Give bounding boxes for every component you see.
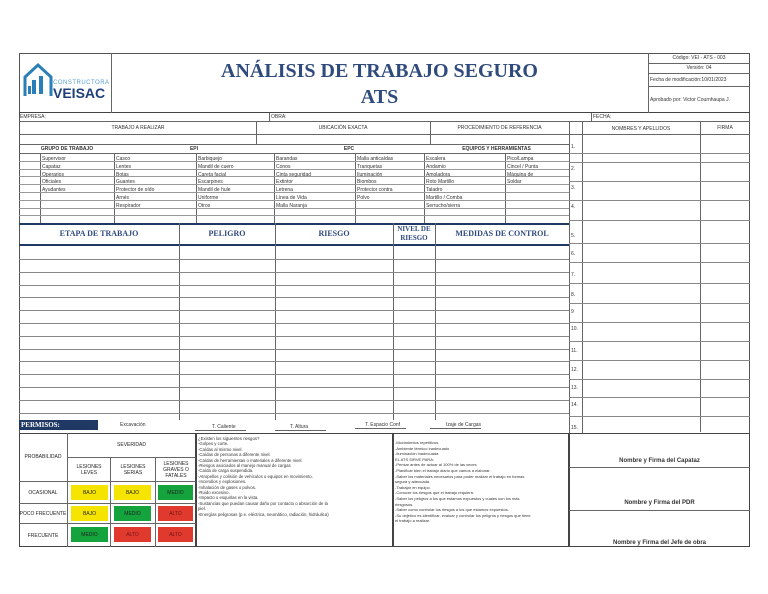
logo-name: VEISAC	[53, 85, 106, 101]
equipos-header: EQUIPOS Y HERRAMIENTAS	[462, 146, 531, 152]
nivel-cell: BAJO	[71, 485, 108, 500]
number: 12.	[571, 367, 578, 373]
logo-subtitle: CONSTRUCTORA	[53, 80, 110, 86]
grid-line	[19, 413, 569, 414]
doc-approved: Aprobado por: Victor Cournhaupa J.	[650, 97, 730, 103]
nivel-cell: MEDIO	[158, 485, 193, 500]
doc-modified: Fecha de modificación:10/01/2023	[650, 77, 727, 83]
grid-line	[569, 220, 750, 221]
grid-line	[19, 336, 569, 337]
lesiones-serias: LESIONES SERIAS	[120, 463, 146, 476]
grid-line	[569, 360, 750, 361]
firma-pdr[interactable]: Nombre y Firma del PDR	[624, 500, 695, 506]
riesgos-list: ¿Existen los siguientes riesgos? -Golpes y corte. -Caídas al mismo nivel. -Caídas de personas a diferente nivel. -Caídas de herramientas o materiales a diferente nivel. -Riesgos asociados al manejo manual de cargas -Caída de carga suspendida. -Atropellos y colisión de vehículos o equipos en movimiento. -Incendios y explosiones. -Inhalación de gases o polvos. -Ruido excesivo. -Impacto o esquirlas en la vista. -Sustancias que puedan causar daño por contacto o absorción de la piel. -Energías peligrosas (p.e. eléctrica, neumático, radiación, hidráulica)	[198, 436, 329, 517]
grid-line	[19, 349, 569, 350]
number: 9	[571, 309, 574, 315]
number: 5.	[571, 233, 576, 239]
prob-frecuente: FRECUENTE	[27, 532, 59, 539]
epi-col1: Casco Lentes Botas Guantes Protector de oído Arnés Respirador	[116, 156, 155, 209]
epc-col2: Malla anticaídas Tranquetas Iluminación Biombos Protector contra Polvo	[357, 156, 394, 201]
etapa-header-line-bottom	[19, 244, 569, 246]
nivel-cell: ALTO	[114, 527, 151, 542]
number: 15.	[571, 425, 578, 431]
lesiones-leves: LESIONES LEVES	[76, 463, 102, 476]
page-subtitle: ATS	[360, 86, 399, 108]
severidad-label: SEVERIDAD	[117, 442, 146, 448]
number: 2.	[571, 166, 576, 172]
nivel-cell: BAJO	[71, 506, 108, 521]
grid-line	[569, 262, 750, 263]
grid-line	[569, 379, 750, 380]
grid-line	[19, 285, 569, 286]
medidas-header: MEDIDAS DE CONTROL	[455, 229, 549, 238]
grid-line	[569, 162, 750, 163]
equipos-col1: Escalera Andamio Amoladora Roto Martillo Taladro Martillo / Comba Serrucho/sierra	[426, 156, 463, 209]
grid-line	[569, 153, 750, 154]
permiso-altura[interactable]: T. Altura	[290, 424, 309, 430]
nivel-cell: MEDIO	[71, 527, 108, 542]
permiso-izaje[interactable]: Izaje de Cargas	[446, 422, 482, 428]
nivel-cell: BAJO	[114, 485, 151, 500]
grid-line	[569, 200, 750, 201]
prob-ocasional: OCASIONAL	[28, 489, 58, 496]
obra-label: OBRA:	[271, 114, 287, 120]
epc-col1: Barandas Conos Cinta seguridad Extintor Letrena Línea de Vida Malla Naranja	[276, 156, 312, 209]
doc-code: Código: VEI - ATS - 003	[672, 55, 726, 61]
grid-line	[19, 215, 569, 216]
doc-version: Versión: 04	[686, 65, 712, 71]
riesgo-header: RIESGO	[318, 229, 350, 238]
grid-line	[19, 400, 569, 401]
list-item: Ayudantes	[42, 187, 66, 194]
etapa-header: ETAPA DE TRABAJO	[59, 229, 139, 238]
procedimiento-label: PROCEDIMIENTO DE REFERENCIA	[457, 125, 542, 131]
number: 10.	[571, 326, 578, 332]
grid-line	[569, 397, 750, 398]
nivel-cell: ALTO	[158, 506, 193, 521]
fecha-label: FECHA:	[593, 114, 612, 120]
number: 3.	[571, 185, 576, 191]
grupo-list	[42, 156, 66, 195]
probabilidad-label: PROBABILIDAD	[24, 454, 62, 460]
permiso-espacio[interactable]: T. Espacio Conf	[365, 422, 401, 428]
epc-header: EPC	[343, 146, 355, 152]
grid-line	[19, 374, 569, 375]
grid-line	[19, 361, 569, 362]
prob-poco-frecuente: POCO FRECUENTE	[19, 510, 67, 517]
grid-line	[19, 387, 569, 388]
list-item: Supervisor	[42, 156, 66, 162]
page-title: ANÁLISIS DE TRABAJO SEGURO	[221, 60, 538, 82]
permiso-caliente[interactable]: T. Caliente	[212, 424, 236, 430]
grid-line	[569, 341, 750, 342]
grid-line	[569, 416, 750, 417]
firma-jefe[interactable]: Nombre y Firma del Jefe de obra	[612, 540, 707, 546]
firmas-box	[569, 433, 750, 547]
company-logo	[23, 62, 109, 102]
empresa-label: EMPRESA:	[20, 114, 46, 120]
equipos-col2: Pico/Lampa Cincel / Punta Máquina de Soldar	[507, 156, 539, 186]
grid-line	[19, 272, 569, 273]
grid-line	[569, 243, 750, 244]
nivel-cell: MEDIO	[114, 506, 151, 521]
grupo-header: GRUPO DE TRABAJO	[40, 146, 94, 152]
grid-line	[569, 283, 750, 284]
etapa-header-line-top	[19, 223, 569, 225]
list-item: Capataz	[42, 163, 61, 170]
number: 7.	[571, 272, 576, 278]
lesiones-graves: LESIONES GRAVES O FATALES	[163, 460, 189, 479]
list-item: Operarios	[42, 171, 64, 178]
number: 8.	[571, 292, 576, 298]
grid-line	[19, 323, 569, 324]
ats-list: -Movimientos repetitivos. -Ambiente térmico inadecuado -Iluminación inadecuada EL ATS SIRVE PARA: -Pensar antes de actuar al 100% de las veces -Planificar bien el trabajo diario que vamos a elaborar. -Saber los materiales necesarios para poder realizar el trabajo en formas segura y adecuada. -Trabajar en equipo -Conocer los riesgos que el trabajo requiera. -Saber los peligros a los que estamos expuestos y cuales son los más riesgosos. -Saber como controlar los riesgos a los que estamos expuestos. -Su objetivo es identificar, evaluar y controlar los peligros y riesgos que tiene el trabajo a realizar.	[395, 440, 531, 524]
number: 13.	[571, 385, 578, 391]
epi-header: EPI	[189, 146, 199, 152]
number: 4.	[571, 204, 576, 210]
nombres-label: NOMBRES Y APELLIDOS	[611, 126, 671, 132]
number: 14.	[571, 402, 578, 408]
grid-line	[19, 310, 569, 311]
number: 11.	[571, 348, 578, 354]
firma-capataz[interactable]: Nombre y Firma del Capataz	[619, 458, 700, 464]
list-item: Oficiales	[42, 179, 62, 186]
nivel-cell: ALTO	[158, 527, 193, 542]
number: 1.	[571, 144, 576, 150]
permiso-excavacion[interactable]: Excavación	[120, 422, 146, 428]
nivel-header-2: RIESGO	[400, 234, 428, 242]
number: 6.	[571, 251, 576, 257]
grid-line	[19, 259, 569, 260]
grid-line	[19, 297, 569, 298]
peligro-header: PELIGRO	[208, 229, 246, 238]
grid-line	[569, 181, 750, 182]
ubicacion-label: UBICACIÓN EXACTA	[318, 125, 368, 131]
firma-label: FIRMA	[717, 125, 733, 131]
nivel-header-1: NIVEL DE	[397, 225, 431, 233]
grid-line	[569, 303, 750, 304]
epi-col2: Barbiquejo Mandil de cuero Careta facial Escarpines Mandil de hule Uniforme Otros	[198, 156, 234, 209]
grid-line	[569, 322, 750, 323]
trabajo-label: TRABAJO A REALIZAR	[111, 125, 165, 131]
permisos-label: PERMISOS:	[21, 421, 60, 429]
